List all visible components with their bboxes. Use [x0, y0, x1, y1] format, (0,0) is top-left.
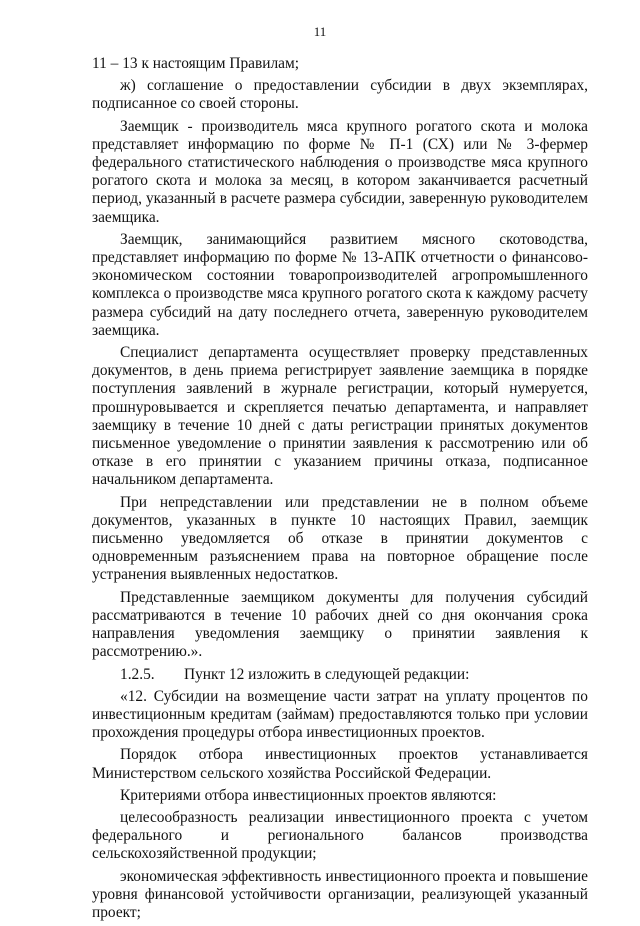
- paragraph-refusal: При непредставлении или представлении не в полном объеме документов, указанных в пункте 10 настоящих Правил, заемщик письменно уведомляется об отказе в принятии документов с одновременным разъяснением права на повторное обращение после устранения выявленных недостатков.: [92, 493, 588, 584]
- item-1-2-5: [92, 666, 588, 684]
- paragraph-criterion-feasibility: целесообразность реализации инвестиционного проекта с учетом федерального и регионального балансов производства сельскохозяйственной продукции;: [92, 808, 588, 863]
- document-body: [92, 55, 588, 926]
- item-number: 1.2.5.: [120, 665, 155, 683]
- paragraph-review-period: Представленные заемщиком документы для получения субсидий рассматриваются в течение 10 рабочих дней со дня окончания срока направления уведомления заемщику о принятии заявления к рассмотрению.».: [92, 588, 588, 661]
- paragraph-continuation: 11 – 13 к настоящим Правилам;: [92, 55, 300, 72]
- paragraph-criteria-intro: Критериями отбора инвестиционных проектов являются:: [120, 786, 497, 804]
- paragraph-department-check: Специалист департамента осуществляет проверку представленных документов, в день приема регистрирует заявление заемщика в порядке поступления заявлений в журнале регистрации, который нумеруется, прошнуровывается и скрепляется печатью департамента, и направляет заемщику в течение 10 дней с даты регистрации принятых документов письменное уведомление о принятии заявления к рассмотрению или об отказе в его принятии с указанием причины отказа, подписанное начальником департамента.: [92, 344, 588, 489]
- paragraph-item-zh: ж) соглашение о предоставлении субсидии в двух экземплярах, подписанное со своей стороны.: [92, 77, 588, 113]
- paragraph-point-12: «12. Субсидии на возмещение части затрат на уплату процентов по инвестиционным кредитам (займам) предоставляются только при условии прохождения процедуры отбора инвестиционных проектов.: [92, 687, 588, 742]
- paragraph-cattle-producer: Заемщик - производитель мяса крупного рогатого скота и молока представляет информацию по форме № П-1 (СХ) или № 3-фермер федерального статистического наблюдения о производстве мяса крупного рогатого скота и молока за месяц, в котором заканчивается расчетный период, указанный в расчете размера субсидии, заверенную руководителем заемщика.: [92, 117, 588, 226]
- paragraph-beef-cattle: Заемщик, занимающийся развитием мясного скотоводства, представляет информацию по форме № 13-АПК отчетности о финансово-экономическом состоянии товаропроизводителей агропромышленного комплекса о производстве мяса крупного рогатого скота к каждому расчету размера субсидий на дату последнего отчета, заверенную руководителем заемщика.: [92, 230, 588, 339]
- paragraph-selection-order: Порядок отбора инвестиционных проектов устанавливается Министерством сельского хозяйства Российской Федерации.: [92, 746, 588, 782]
- paragraph-criterion-efficiency: экономическая эффективность инвестиционного проекта и повышение уровня финансовой устойчивости организации, реализующей указанный проект;: [92, 867, 588, 921]
- item-text: Пункт 12 изложить в следующей редакции:: [184, 665, 470, 683]
- page-number: 11: [313, 24, 327, 39]
